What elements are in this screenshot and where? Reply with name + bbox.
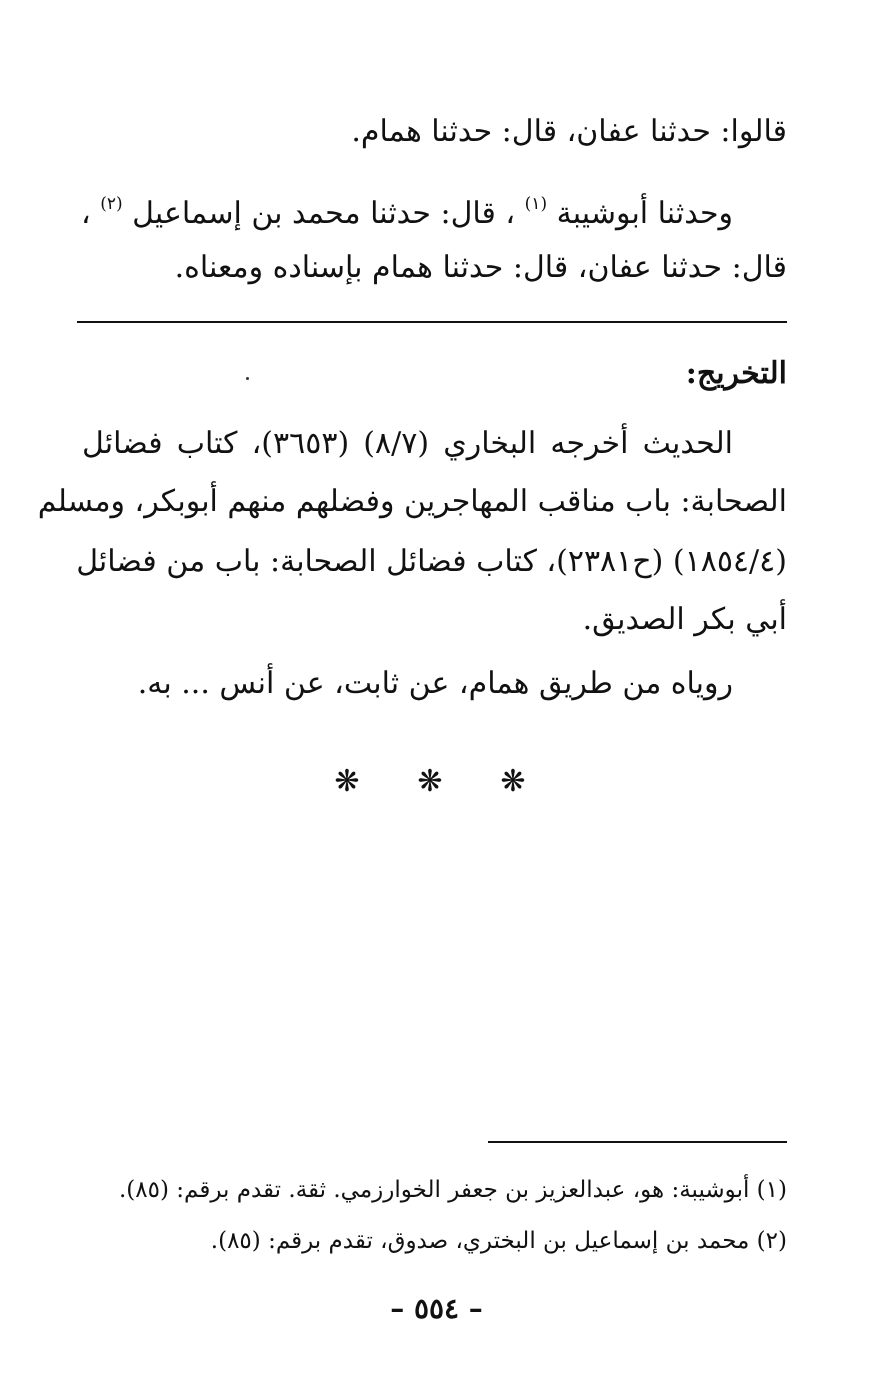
star-separator: [330, 764, 530, 799]
narration-line-3: قال: حدثنا عفان، قال: حدثنا همام بإسناده ومعناه.: [174, 250, 787, 285]
footnote-ref-1: (١): [524, 194, 548, 214]
footnote-divider: [488, 1141, 787, 1143]
section-divider: [77, 321, 787, 323]
narration-line-2-text-b: ، قال: حدثنا محمد بن إسماعيل: [132, 196, 516, 231]
star-icon: ❋: [334, 764, 360, 799]
star-icon: ❋: [500, 764, 526, 799]
footnote-2: (٢) محمد بن إسماعيل بن البختري، صدوق، تقدم برقم: (٨٥).: [210, 1228, 787, 1254]
takhrij-line-3: (١٨٥٤/٤) (ح٢٣٨١)، كتاب فضائل الصحابة: باب من فضائل: [76, 544, 787, 579]
takhrij-line-5: روياه من طريق همام، عن ثابت، عن أنس ... به.: [137, 666, 733, 701]
narration-line-2-text-c: ،: [80, 196, 91, 231]
takhrij-heading: التخريج:: [685, 356, 787, 391]
narration-line-2: [82, 184, 733, 234]
stray-dot: [246, 377, 249, 380]
footnote-1: (١) أبوشيبة: هو، عبدالعزيز بن جعفر الخوارزمي. ثقة. تقدم برقم: (٨٥).: [118, 1177, 787, 1203]
takhrij-line-2: الصحابة: باب مناقب المهاجرين وفضلهم منهم أبوبكر، ومسلم: [37, 484, 787, 519]
footnote-ref-2: (٢): [100, 194, 123, 214]
narration-line-1: قالوا: حدثنا عفان، قال: حدثنا همام.: [351, 114, 787, 149]
narration-line-2-text-a: وحدثنا أبوشيبة: [556, 196, 733, 231]
star-icon: ❋: [417, 764, 443, 799]
takhrij-line-4: أبي بكر الصديق.: [582, 602, 787, 637]
takhrij-line-1: الحديث أخرجه البخاري (٨/٧) (٣٦٥٣)، كتاب فضائل: [82, 426, 733, 461]
page-number: – ٥٥٤ –: [390, 1292, 483, 1325]
